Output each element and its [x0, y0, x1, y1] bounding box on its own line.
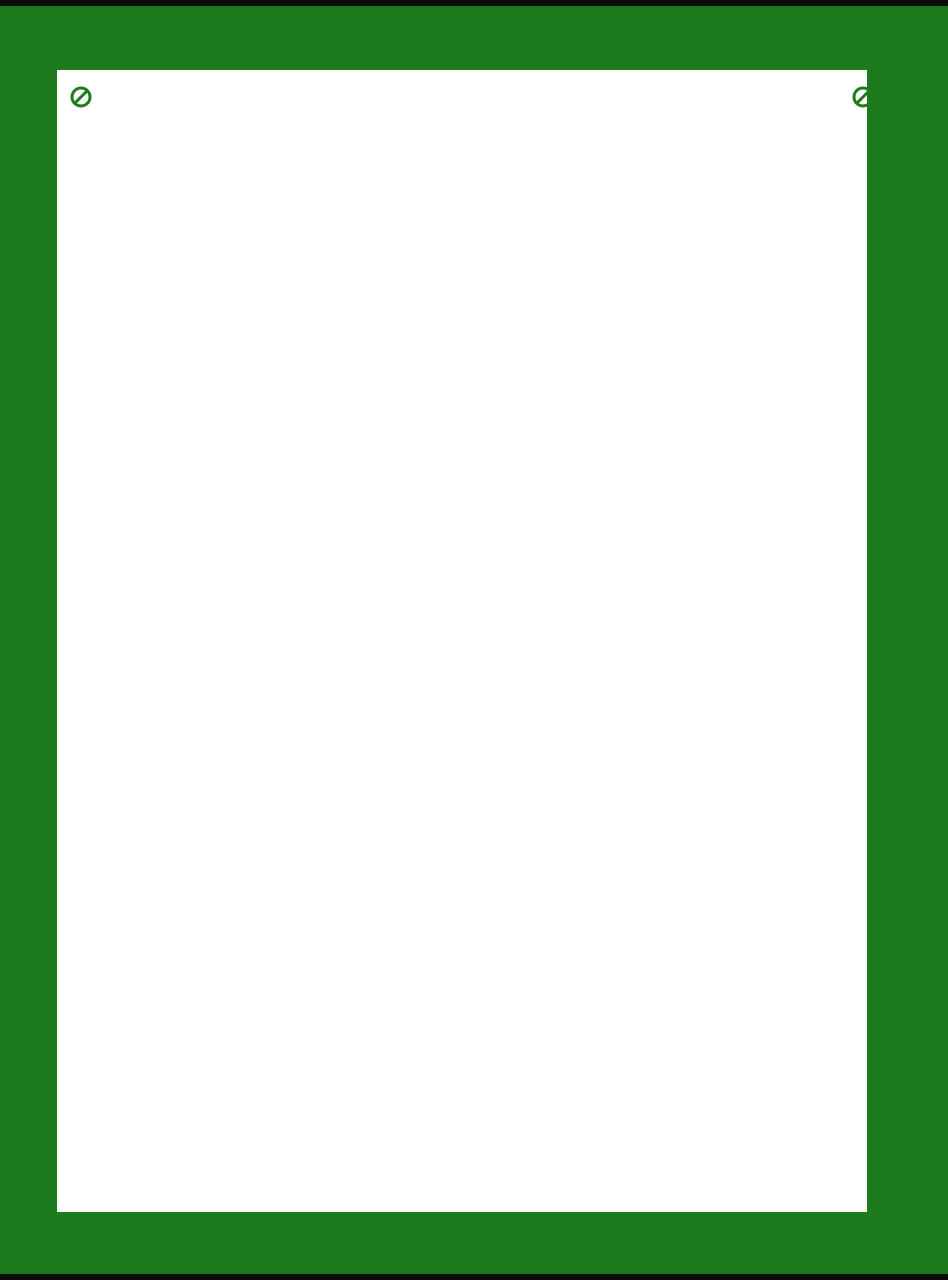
chevron-icon	[866, 1170, 880, 1190]
circle-slash-icon	[70, 86, 92, 108]
circle-slash-icon	[852, 86, 874, 108]
poem-page	[57, 70, 867, 1212]
